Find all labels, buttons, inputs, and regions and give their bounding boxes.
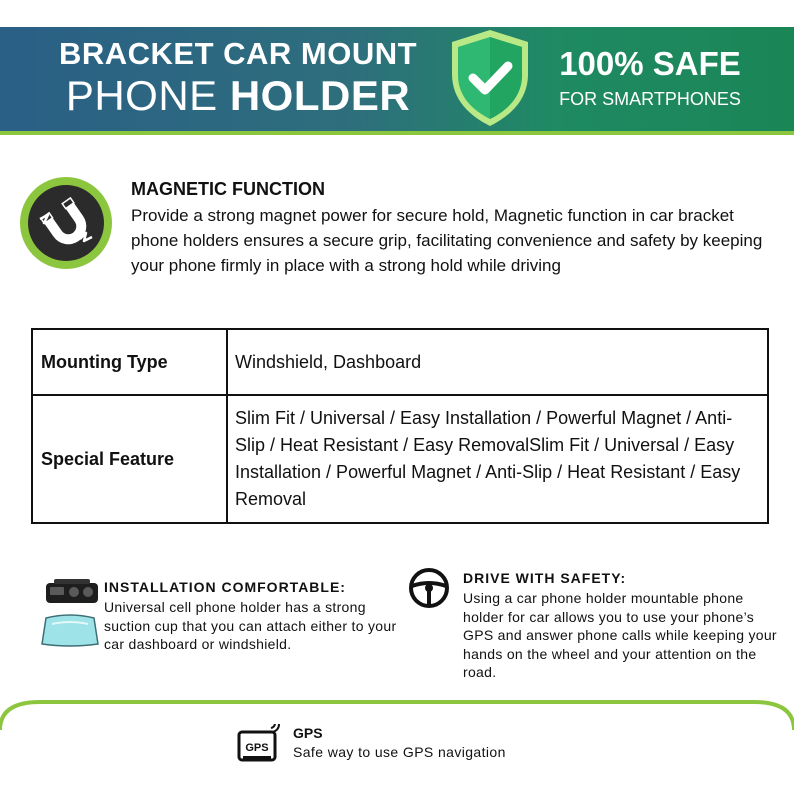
spec-label: Mounting Type: [32, 329, 227, 395]
gps-description: Safe way to use GPS navigation: [293, 744, 506, 760]
table-row: [32, 395, 768, 523]
safety-headline: 100% SAFE: [559, 45, 741, 82]
gps-title: GPS: [293, 725, 323, 741]
steering-wheel-icon: [408, 567, 450, 609]
product-title-line2: PHONE HOLDER: [65, 72, 411, 119]
product-title-line1: BRACKET CAR MOUNT: [58, 36, 418, 71]
gps-icon-label: GPS: [245, 742, 269, 754]
car-dashboard-icon: [44, 577, 100, 607]
banner-accent-line: [0, 131, 794, 135]
windshield-icon: [40, 614, 100, 648]
magnetic-function-title: MAGNETIC FUNCTION: [131, 179, 325, 199]
spec-value: Windshield, Dashboard: [227, 329, 768, 395]
magnet-icon: [20, 177, 112, 269]
magnetic-function-description: Provide a strong magnet power for secure hold, Magnetic function in car bracket phone holders ensures a secure grip, facilitating convenience and safety by keeping your phone firmly in place with a strong hold while driving: [131, 206, 763, 275]
installation-title: INSTALLATION COMFORTABLE:: [104, 579, 346, 595]
spec-value: Slim Fit / Universal / Easy Installation / Powerful Magnet / Anti-Slip / Heat Resistant / Easy RemovalSlim Fit / Universal / Easy Installation / Powerful Magnet / Anti-Slip / Heat Resistant / Easy Removal: [227, 395, 768, 523]
spec-table: [31, 328, 769, 524]
drive-safety-title: DRIVE WITH SAFETY:: [463, 570, 627, 586]
installation-description: Universal cell phone holder has a strong suction cup that you can attach either to your car dashboard or windshield.: [104, 599, 397, 652]
spec-label: Special Feature: [32, 395, 227, 523]
gps-device-icon: [237, 724, 285, 764]
shield-check-icon: [448, 28, 532, 128]
safety-subtitle: FOR SMARTPHONES: [559, 89, 741, 109]
table-row: [32, 329, 768, 395]
drive-safety-description: Using a car phone holder mountable phone holder for car allows you to use your phone’s GPS and answer phone calls while keeping your hands on the wheel and your attention on the road.: [463, 590, 777, 680]
